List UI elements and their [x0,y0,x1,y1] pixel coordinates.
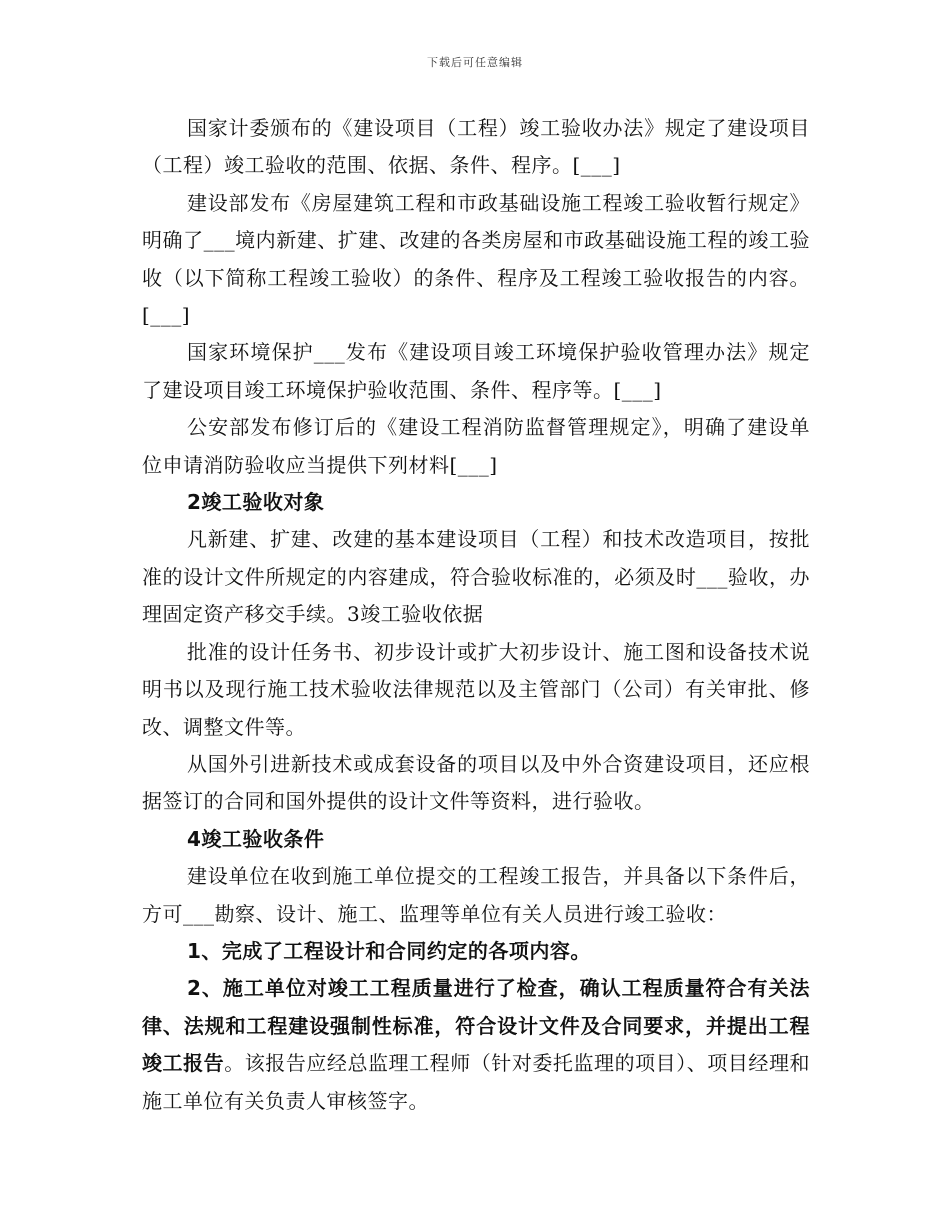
condition-item-2-rest: 。该报告应经总监理工程师（针对委托监理的项目）、项目经理和施工单位有关负责人审核签字。 [142,1051,810,1113]
section-heading-acceptance-object: 2竣工验收对象 [187,490,325,515]
document-body [142,110,810,1120]
page-header: 下载后可任意编辑 [427,56,523,69]
paragraph-construction-ministry: 建设部发布《房屋建筑工程和市政基础设施工程竣工验收暂行规定》明确了___境内新建、扩建、改建的各类房屋和市政基础设施工程的竣工验收（以下简称工程竣工验收）的条件、程序及工程竣工验收报告的内容。[___] [142,190,810,328]
paragraph-planning-commission: 国家计委颁布的《建设项目（工程）竣工验收办法》规定了建设项目（工程）竣工验收的范围、依据、条件、程序。[___] [142,116,810,178]
condition-item-2 [142,970,810,1120]
paragraph-foreign-projects: 从国外引进新技术或成套设备的项目以及中外合资建设项目，还应根据签订的合同和国外提供的设计文件等资料，进行验收。 [142,751,810,814]
section-heading-acceptance-conditions: 4竣工验收条件 [187,826,325,851]
condition-item-2-bold: 2、施工单位对竣工工程质量进行了检查，确认工程质量符合有关法律、法规和工程建设强制性标准，符合设计文件及合同要求，并提出工程竣工报告 [142,976,810,1076]
paragraph-acceptance-basis: 批准的设计任务书、初步设计或扩大初步设计、施工图和设备技术说明书以及现行施工技术验收法律规范以及主管部门（公司）有关审批、修改、调整文件等。 [142,639,810,739]
paragraph-environmental-protection: 国家环境保护___发布《建设项目竣工环境保护验收管理办法》规定了建设项目竣工环境保护验收范围、条件、程序等。[___] [142,340,810,402]
condition-item-1: 1、完成了工程设计和合同约定的各项内容。 [187,938,591,963]
paragraph-acceptance-conditions: 建设单位在收到施工单位提交的工程竣工报告，并具备以下条件后，方可___勘察、设计、施工、监理等单位有关人员进行竣工验收： [142,864,810,926]
paragraph-acceptance-object: 凡新建、扩建、改建的基本建设项目（工程）和技术改造项目，按批准的设计文件所规定的内容建成，符合验收标准的，必须及时___验收，办理固定资产移交手续。3竣工验收依据 [142,527,810,627]
paragraph-public-security: 公安部发布修订后的《建设工程消防监督管理规定》，明确了建设单位申请消防验收应当提供下列材料[___] [142,415,810,477]
